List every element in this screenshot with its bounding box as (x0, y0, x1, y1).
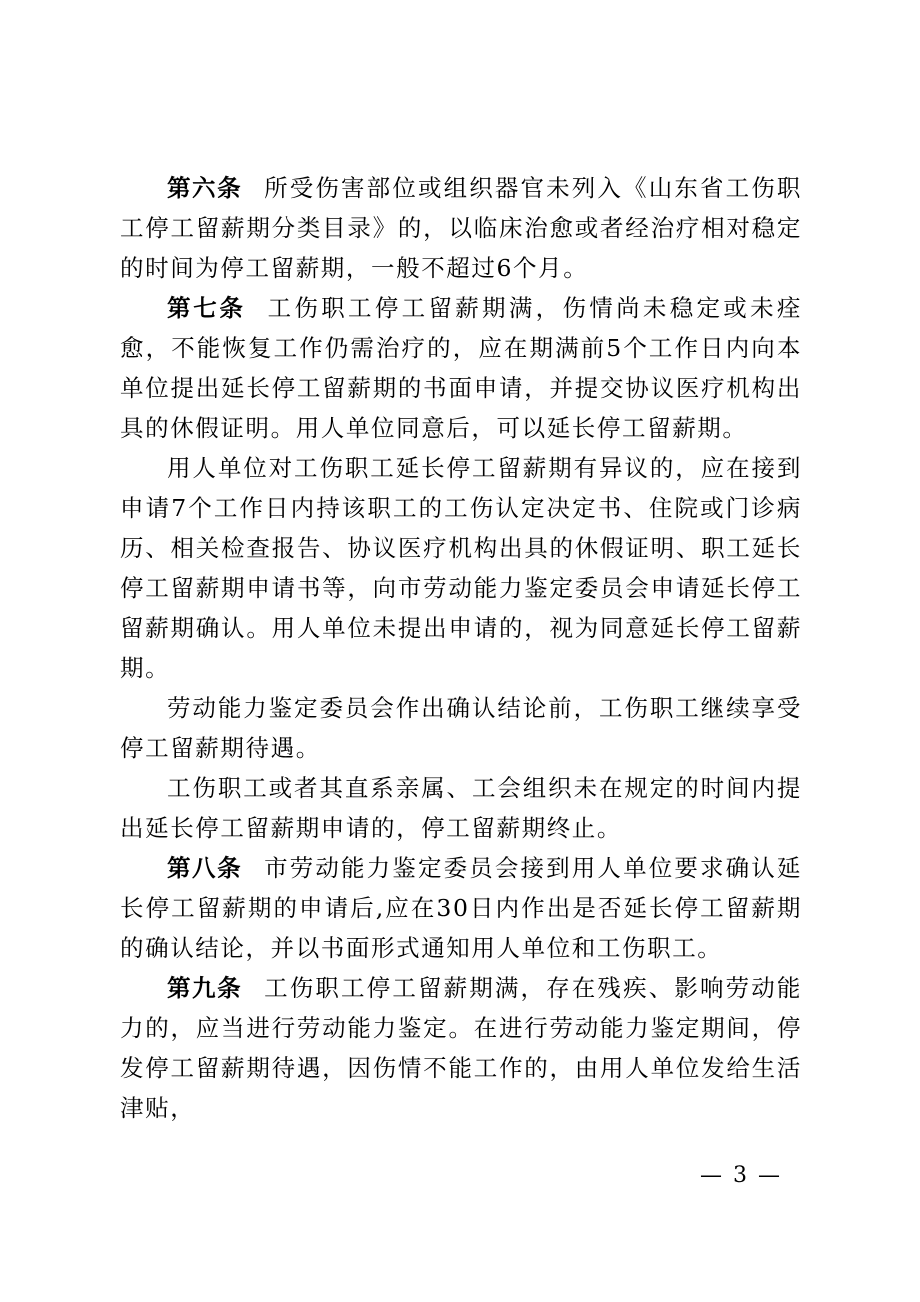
article-8-label: 第八条 (167, 854, 243, 882)
article-7-text: 工伤职工停工留薪期满，伤情尚未稳定或未痊愈，不能恢复工作仍需治疗的，应在期满前5个工作日内向本单位提出延长停工留薪期的书面申请，并提交协议医疗机构出具的休假证明。用人单位同意后，可以延长停工留薪期。 (120, 294, 803, 442)
article-6-paragraph (120, 168, 802, 288)
page-number: — 3 — (700, 1163, 782, 1188)
article-7-pending-text: 劳动能力鉴定委员会作出确认结论前，工伤职工继续享受停工留薪期待遇。 (120, 694, 802, 762)
article-7-paragraph (120, 288, 802, 448)
article-9-text: 工伤职工停工留薪期满，存在残疾、影响劳动能力的，应当进行劳动能力鉴定。在进行劳动能力鉴定期间，停发停工留薪期待遇，因伤情不能工作的，由用人单位发给生活津贴， (120, 974, 802, 1122)
article-7-objection-text: 用人单位对工伤职工延长停工留薪期有异议的，应在接到申请7个工作日内持该职工的工伤认定决定书、住院或门诊病历、相关检查报告、协议医疗机构出具的休假证明、职工延长停工留薪期申请书等，向市劳动能力鉴定委员会申请延长停工留薪期确认。用人单位未提出申请的，视为同意延长停工留薪期。 (120, 454, 802, 682)
article-7-termination-text: 工伤职工或者其直系亲属、工会组织未在规定的时间内提出延长停工留薪期申请的，停工留薪期终止。 (120, 774, 802, 842)
article-7-termination-paragraph (120, 768, 802, 848)
article-6-label: 第六条 (167, 174, 243, 202)
article-6-text: 所受伤害部位或组织器官未列入《山东省工伤职工停工留薪期分类目录》的，以临床治愈或者经治疗相对稳定的时间为停工留薪期，一般不超过6个月。 (120, 174, 802, 282)
article-8-text: 市劳动能力鉴定委员会接到用人单位要求确认延长停工留薪期的申请后,应在30日内作出是否延长停工留薪期的确认结论，并以书面形式通知用人单位和工伤职工。 (120, 854, 802, 962)
article-9-label: 第九条 (167, 974, 243, 1002)
article-9-paragraph (120, 968, 802, 1128)
article-7-objection-paragraph (120, 448, 802, 688)
article-7-pending-paragraph (120, 688, 802, 768)
article-8-paragraph (120, 848, 802, 968)
document-body (120, 168, 802, 1128)
article-7-label: 第七条 (167, 294, 246, 322)
